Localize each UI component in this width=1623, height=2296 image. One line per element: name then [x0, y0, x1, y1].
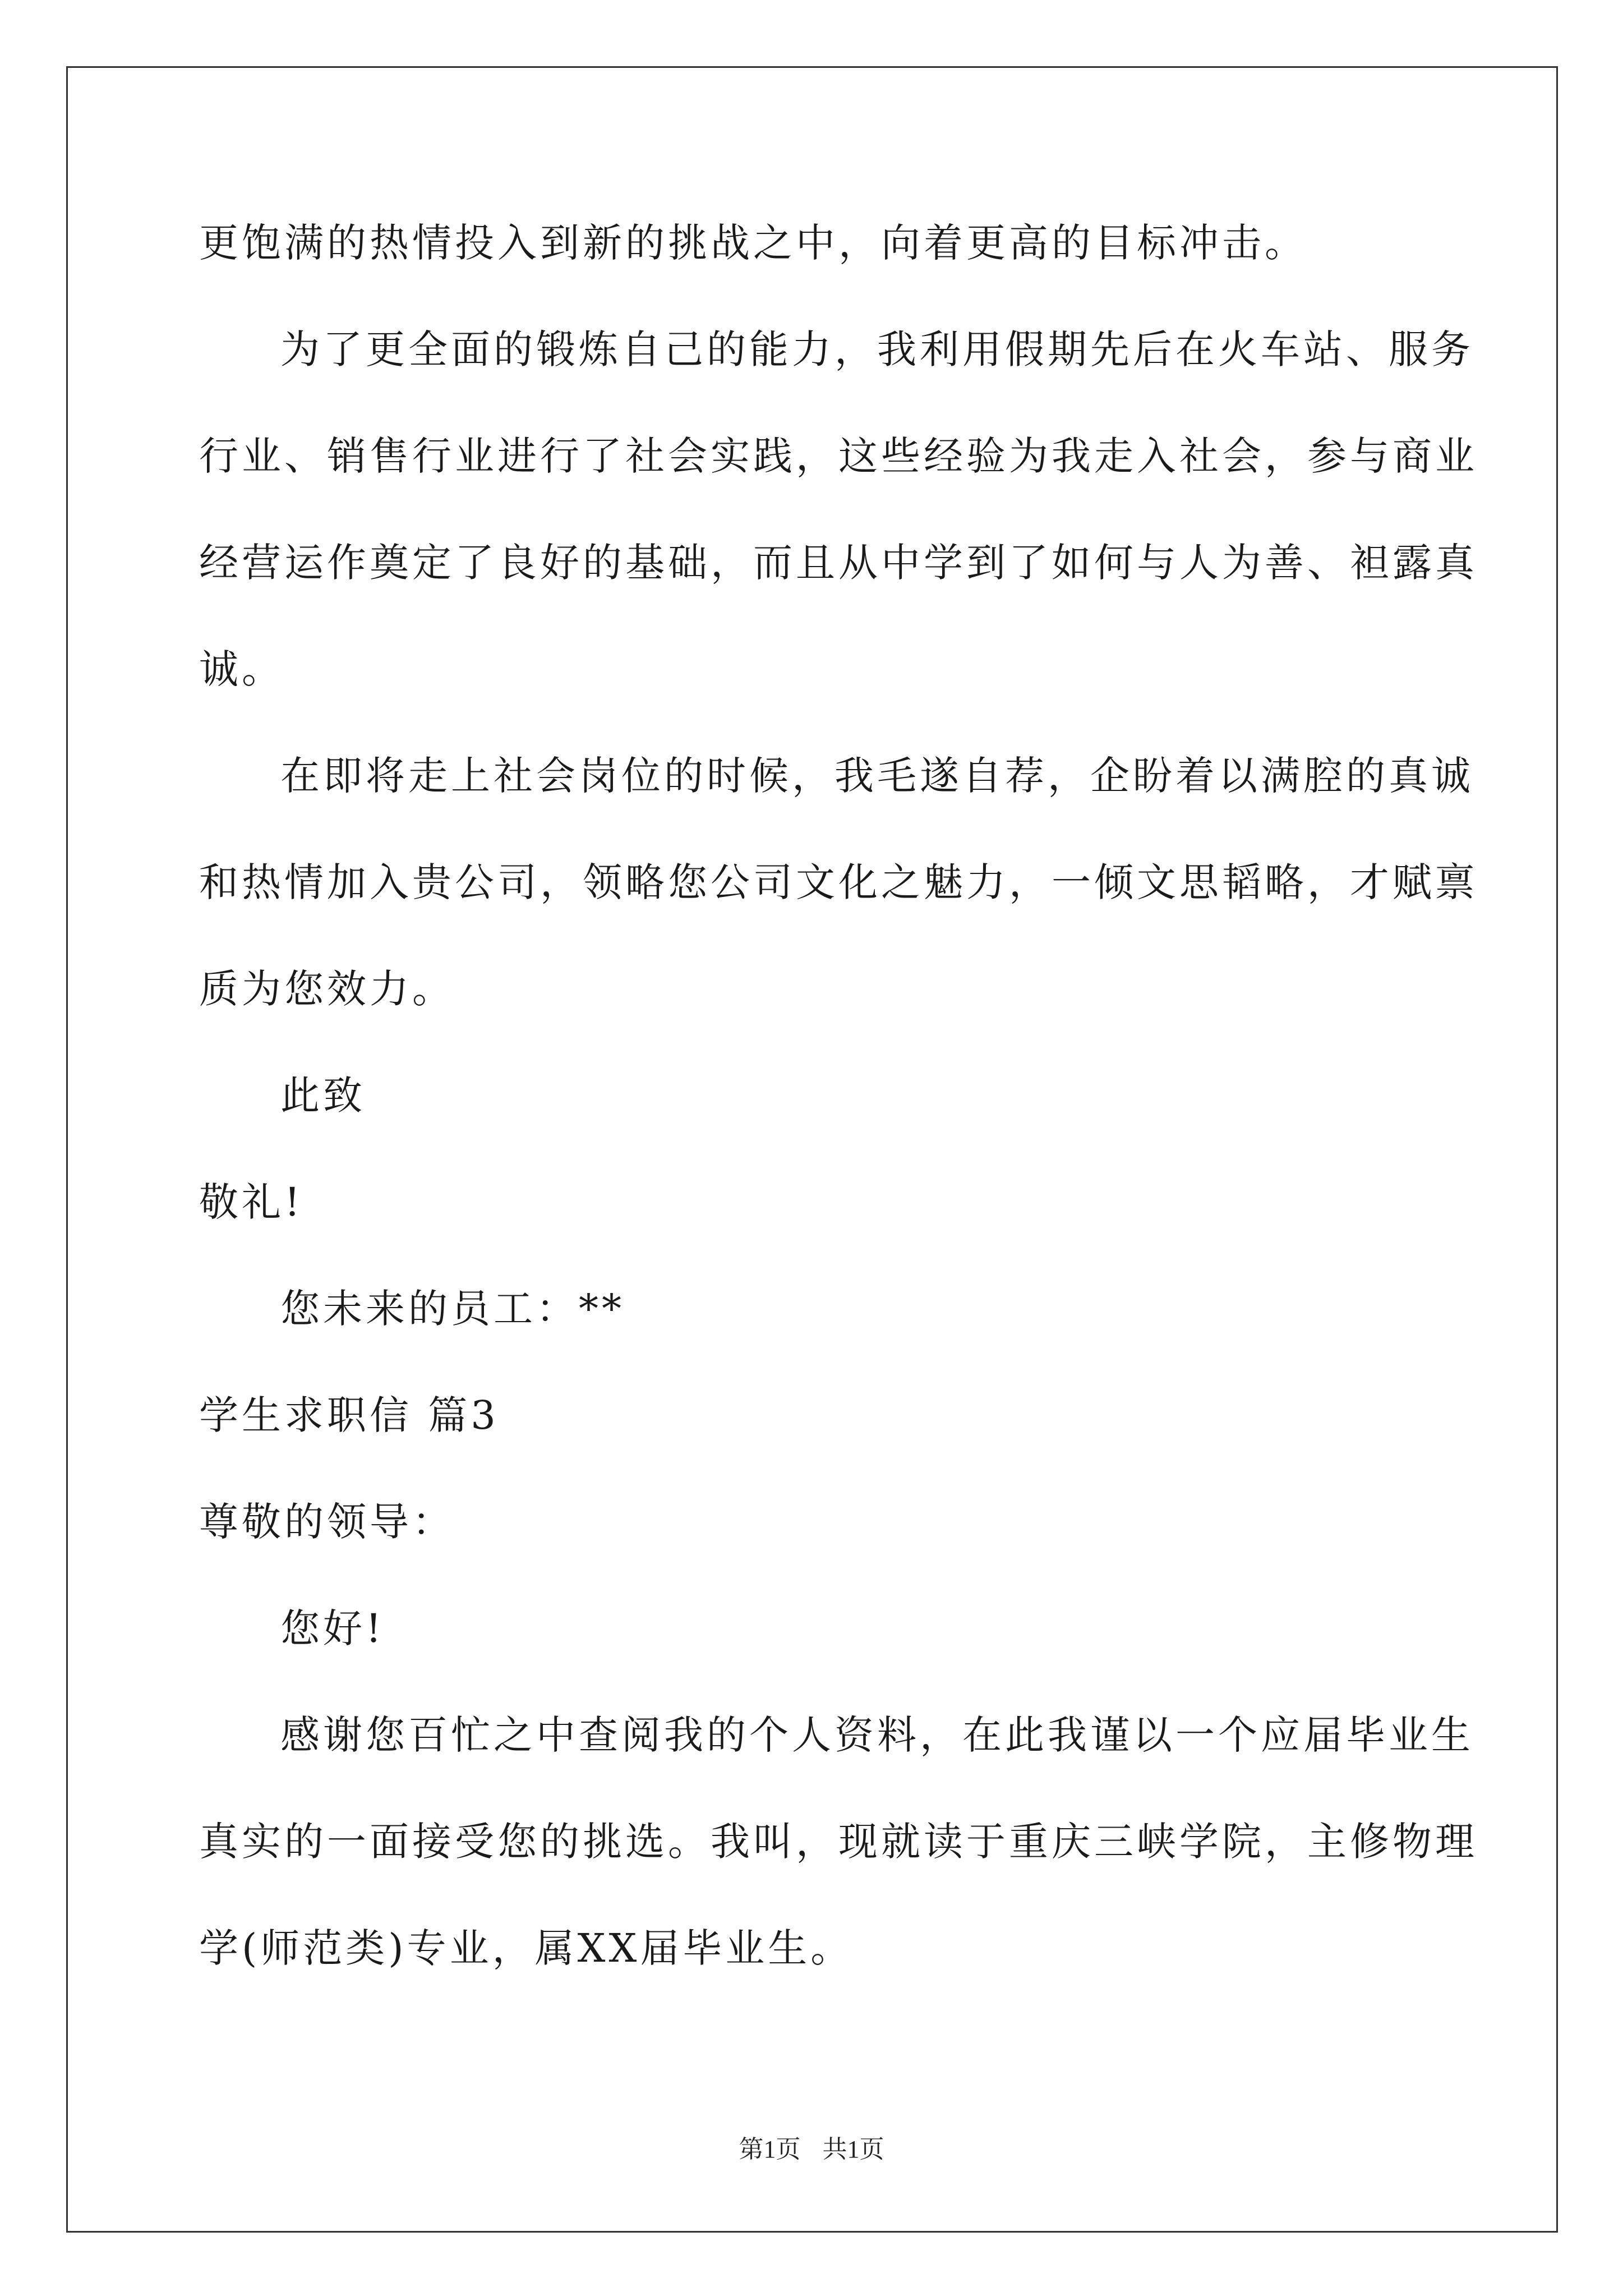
body-line: 诚。: [199, 646, 284, 692]
page-number-current: 第1页: [739, 2136, 801, 2163]
body-line: 学(师范类)专业，属XX届毕业生。: [199, 1925, 854, 1971]
section-heading: 学生求职信 篇3: [199, 1392, 499, 1438]
page-footer: [0, 2133, 1623, 2166]
body-line: 经营运作奠定了良好的基础，而且从中学到了如何与人为善、袒露真: [199, 540, 1478, 586]
body-line: 为了更全面的锻炼自己的能力，我利用假期先后在火车站、服务: [280, 326, 1474, 372]
salutation-regards: 敬礼!: [199, 1179, 304, 1225]
page-border: [66, 66, 1558, 2233]
signature-line: 您未来的员工：**: [280, 1286, 625, 1332]
body-line: 真实的一面接受您的挑选。我叫，现就读于重庆三峡学院，主修物理: [199, 1819, 1478, 1865]
letter-greeting: 尊敬的领导：: [199, 1499, 455, 1545]
page-number-total: 共1页: [822, 2136, 884, 2163]
body-line: 质为您效力。: [199, 966, 455, 1012]
body-line: 更饱满的热情投入到新的挑战之中，向着更高的目标冲击。: [199, 220, 1307, 266]
body-line: 和热情加入贵公司，领略您公司文化之魅力，一倾文思韬略，才赋禀: [199, 859, 1478, 905]
body-line: 感谢您百忙之中查阅我的个人资料，在此我谨以一个应届毕业生: [280, 1712, 1474, 1758]
letter-hello: 您好!: [280, 1605, 385, 1651]
body-line: 行业、销售行业进行了社会实践，这些经验为我走入社会，参与商业: [199, 433, 1478, 479]
body-line: 在即将走上社会岗位的时候，我毛遂自荐，企盼着以满腔的真诚: [280, 753, 1474, 799]
salutation-closing: 此致: [280, 1073, 366, 1119]
